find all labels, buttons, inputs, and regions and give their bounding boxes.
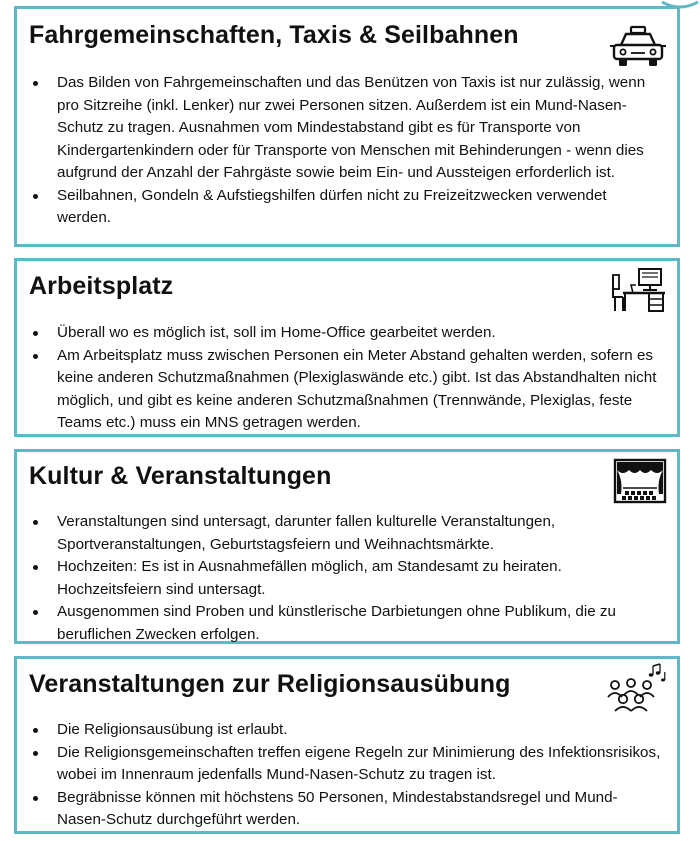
bullet-list [27,72,663,230]
section-card-workplace [14,258,680,437]
list-item: Seilbahnen, Gondeln & Aufstiegshilfen dürfen nicht zu Freizeitzwecken verwendet werden. [27,185,663,230]
list-item: Ausgenommen sind Proben und künstlerische Darbietungen ohne Publikum, die zu beruflichen Zwecken erfolgen. [27,601,663,646]
section-title: Fahrgemeinschaften, Taxis & Seilbahnen [29,21,519,49]
list-item: Hochzeiten: Es ist in Ausnahmefällen möglich, am Standesamt zu heiraten. Hochzeitsfeiern sind untersagt. [27,556,663,601]
list-item: Überall wo es möglich ist, soll im Home-Office gearbeitet werden. [27,322,663,345]
list-item: Die Religionsausübung ist erlaubt. [27,719,663,742]
bullet-list [27,719,663,832]
choir-people-icon [605,663,667,718]
section-card-culture [14,449,680,644]
list-item: Veranstaltungen sind untersagt, darunter fallen kulturelle Veranstaltungen, Sportveranstaltungen, Geburtstagsfeiern und Weihnachtsmärkte. [27,511,663,556]
section-card-religion [14,656,680,834]
bullet-list [27,322,663,435]
list-item: Am Arbeitsplatz muss zwischen Personen ein Meter Abstand gehalten werden, sofern es keine anderen Schutzmaßnahmen (Plexiglaswände etc.) gibt. Ist das Abstandhalten nicht möglich, und gibt es keine anderen Schutzmaßnahmen (Trennwände, Plexiglas, feste Teams etc.) muss ein MNS getragen werden. [27,345,663,435]
taxi-icon [609,25,667,74]
list-item: Begräbnisse können mit höchstens 50 Personen, Mindestabstandsregel und Mund-Nasen-Schutz durchgeführt werden. [27,787,663,832]
list-item: Die Religionsgemeinschaften treffen eigene Regeln zur Minimierung des Infektionsrisikos, wobei im Innenraum jedenfalls Mund-Nasen-Schutz zu tragen ist. [27,742,663,787]
theater-stage-icon [613,458,667,509]
list-item: Das Bilden von Fahrgemeinschaften und das Benützen von Taxis ist nur zulässig, wenn pro Sitzreihe (inkl. Lenker) nur zwei Personen sitzen. Außerdem ist ein Mund-Nasen-Schutz zu tragen. Ausnahmen vom Mindestabstand gibt es für Transporte von Kindergartenkindern oder für Transporte von Menschen mit Behinderungen - wenn dies aufgrund der Anzahl der Fahrgäste sowie beim Ein- und Aussteigen erforderlich ist. [27,72,663,185]
section-title: Veranstaltungen zur Religionsausübung [29,670,511,698]
section-title: Kultur & Veranstaltungen [29,462,332,490]
bullet-list [27,511,663,646]
section-title: Arbeitsplatz [29,272,174,300]
office-desk-icon [609,267,667,318]
section-card-carpool [14,6,680,247]
